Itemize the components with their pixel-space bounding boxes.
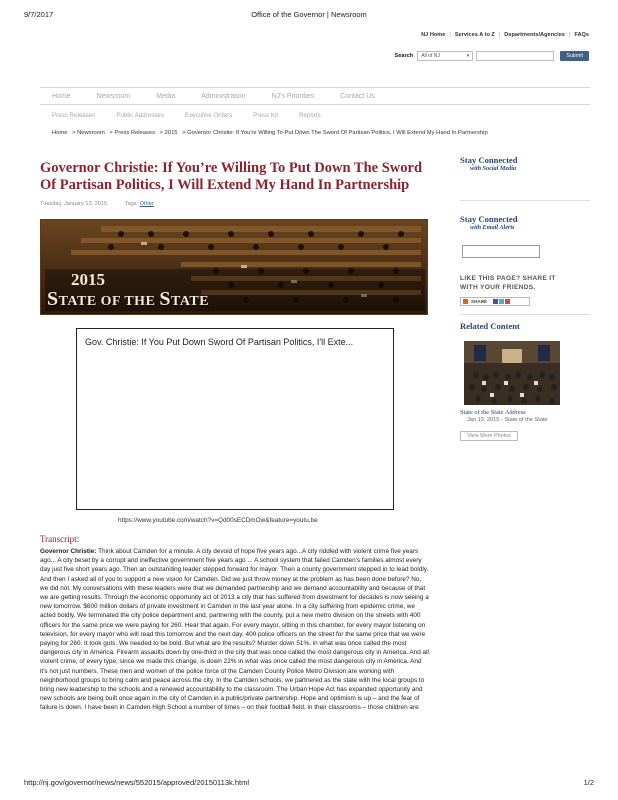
banner-title-s1: S	[47, 288, 59, 310]
subnav-executive-orders[interactable]: Executive Orders	[184, 112, 233, 119]
related-caption[interactable]: State of the State Address	[460, 409, 526, 416]
state-of-the-state-banner	[40, 219, 428, 315]
twitter-icon	[499, 299, 504, 304]
chevron-down-icon: ▾	[466, 53, 470, 59]
print-title: Office of the Governor | Newsroom	[251, 10, 367, 19]
main-nav	[40, 87, 590, 105]
search-scope-select[interactable]	[417, 51, 473, 61]
banner-title-s2: S	[159, 288, 172, 310]
share-prompt-line2: WITH YOUR FRIENDS.	[460, 284, 536, 291]
subnav-public-addresses[interactable]: Public Addresses	[116, 112, 164, 119]
social-subtitle: with Social Media	[470, 165, 517, 172]
subnav-reports[interactable]: Reports	[299, 112, 321, 119]
util-link-departments[interactable]: Departments/Agencies	[504, 32, 565, 38]
transcript-speaker: Governor Christie:	[40, 548, 97, 555]
email-alert-input[interactable]	[462, 245, 540, 258]
article-meta	[40, 201, 154, 207]
utility-nav: NJ Home | Services A to Z | Departments/Agencies | FAQs	[421, 32, 589, 38]
transcript-body	[40, 547, 430, 765]
util-link-services[interactable]: Services A to Z	[454, 32, 495, 38]
sidebar-divider	[460, 200, 590, 201]
nav-contact[interactable]: Contact Us	[340, 92, 375, 100]
nav-priorities[interactable]: NJ's Priorities	[271, 92, 315, 100]
video-embed[interactable]	[76, 328, 394, 510]
print-page-number: 1/2	[583, 778, 594, 787]
nav-media[interactable]: Media	[156, 92, 176, 100]
util-link-nj-home[interactable]: NJ Home	[421, 32, 446, 38]
view-more-photos-button[interactable]: View More Photos	[460, 431, 518, 441]
banner-year: 2015	[71, 270, 105, 289]
email-title: Stay Connected	[460, 214, 518, 224]
breadcrumb	[52, 130, 491, 136]
stay-connected-social[interactable]	[460, 155, 600, 172]
sub-nav	[52, 112, 342, 119]
search-submit-button[interactable]: Submit	[560, 51, 589, 61]
related-content-title: Related Content	[460, 321, 520, 331]
search-bar	[395, 50, 589, 62]
chamber-photo-thumbnail	[464, 341, 560, 405]
print-footer	[24, 778, 594, 790]
more-share-icon	[505, 299, 510, 304]
share-icon	[463, 299, 468, 304]
tag-link-other[interactable]: Other	[139, 201, 154, 207]
subnav-press-releases[interactable]: Press Releases	[52, 112, 96, 119]
subnav-press-kit[interactable]: Press Kit	[253, 112, 279, 119]
share-label: SHARE	[471, 299, 488, 304]
stay-connected-email[interactable]	[460, 214, 600, 231]
transcript-heading: Transcript:	[40, 534, 80, 544]
related-thumbnail[interactable]	[464, 341, 560, 405]
print-url: http://nj.gov/governor/news/news/552015/approved/20150113k.html	[24, 778, 250, 787]
social-title: Stay Connected	[460, 155, 518, 165]
breadcrumb-press-releases[interactable]: > Press Releases	[109, 130, 156, 136]
article-date: Tuesday, January 13, 2015	[40, 201, 108, 207]
related-date: Jan 13, 2015 - State of the State	[467, 417, 548, 423]
video-url[interactable]: https://www.youtube.com/watch?v=Qd00sECDmOw&feature=youtu.be	[118, 517, 318, 524]
print-date: 9/7/2017	[24, 10, 54, 19]
nav-home[interactable]: Home	[52, 92, 71, 100]
breadcrumb-current: > Governor Christie: If You're Willing To Put Down The Sword Of Partisan Politics, I Will Extend My Hand In Partnership	[182, 130, 488, 136]
share-prompt	[460, 274, 556, 292]
search-input[interactable]	[476, 51, 554, 61]
breadcrumb-newsroom[interactable]: > Newsroom	[72, 130, 105, 136]
nav-newsroom[interactable]: Newsroom	[96, 92, 131, 100]
sidebar-divider	[460, 314, 590, 315]
search-scope-value: All of NJ	[421, 53, 440, 59]
email-subtitle: with Email Alerts	[470, 224, 515, 231]
breadcrumb-year[interactable]: > 2015	[159, 130, 178, 136]
share-prompt-line1: LIKE THIS PAGE? SHARE IT	[460, 275, 556, 282]
nav-administration[interactable]: Administration	[201, 92, 246, 100]
print-header	[24, 10, 594, 24]
banner-title-end: TATE	[171, 294, 210, 309]
video-title[interactable]: Gov. Christie: If You Put Down Sword Of Partisan Politics, I'll Exte...	[85, 337, 354, 347]
transcript-text: Think about Camden for a minute. A city devoid of hope five years ago...A city riddled with violent crime five years ago... A city beset by a corrupt and ineffective government five years ago ... A school system that failed Camden's families almost every day just five short years ago. Then an outstanding leader stepped forward for mayor. Then a county government stepped in to lead boldly. And then I asked all of you to support a new vision for Camden. Did we just throw money at the problem as has been done before? No, we did not. My conversations with these leaders were that we demanded partnership and we demand accountability and because of that we are getting results. Through the economic opportunity act of 2013 a city that has suffered from divestment for decades is now seeing a new tomorrow. $600 million dollars of private investment in Camden in the last year alone. In a city suffering from epidemic crime, we acted boldly. We terminated the city police department and, partnering with the county, put a new metro division on the streets with 400 officers for the same price we were paying for 260. Hear that again. For every mayor, sitting in this chamber, for every mayor listening on television, for every mayor who will read this tomorrow and the next day. 400 police officers on the street for the same price that we were paying for 260. It took guts. We needed to be bold. But what are the results? Murder down 51%, in what was once called the most dangerous city in America. Firearm assaults down by one-third in the city that was once called the most dangerous city in America. And all violent crime, of every type, since we made this change, is down 22% in what was once called the most dangerous city in America. And it's not just numbers. These men and women of the police force of the Camden County Police Metro Division are working with neighborhood groups to bring calm and peace across the city. In the Camden schools, we partnered as the state with the local groups to bring new leadership to the schools and a renewed accountability to the classroom. The Urban Hope Act has expanded opportunity and new schools are being built once again in the city of Camden in a public/private partnership. Hope and optimism is up – and the fear of failure is down. I have been in Camden High School a number of times – on their football field, in their classrooms – those children are	[40, 548, 429, 712]
banner-title-mid: TATE OF THE	[58, 294, 160, 309]
banner-title	[47, 288, 209, 311]
tags-label: Tags:	[124, 201, 139, 207]
breadcrumb-home[interactable]: Home	[52, 130, 68, 136]
facebook-icon	[493, 299, 498, 304]
util-link-faqs[interactable]: FAQs	[574, 32, 589, 38]
share-button[interactable]	[460, 297, 530, 306]
page-title: Governor Christie: If You’re Willing To Put Down The Sword Of Partisan Politics, I Will Extend My Hand In Partnership	[40, 160, 423, 193]
search-label: Search	[394, 53, 414, 59]
